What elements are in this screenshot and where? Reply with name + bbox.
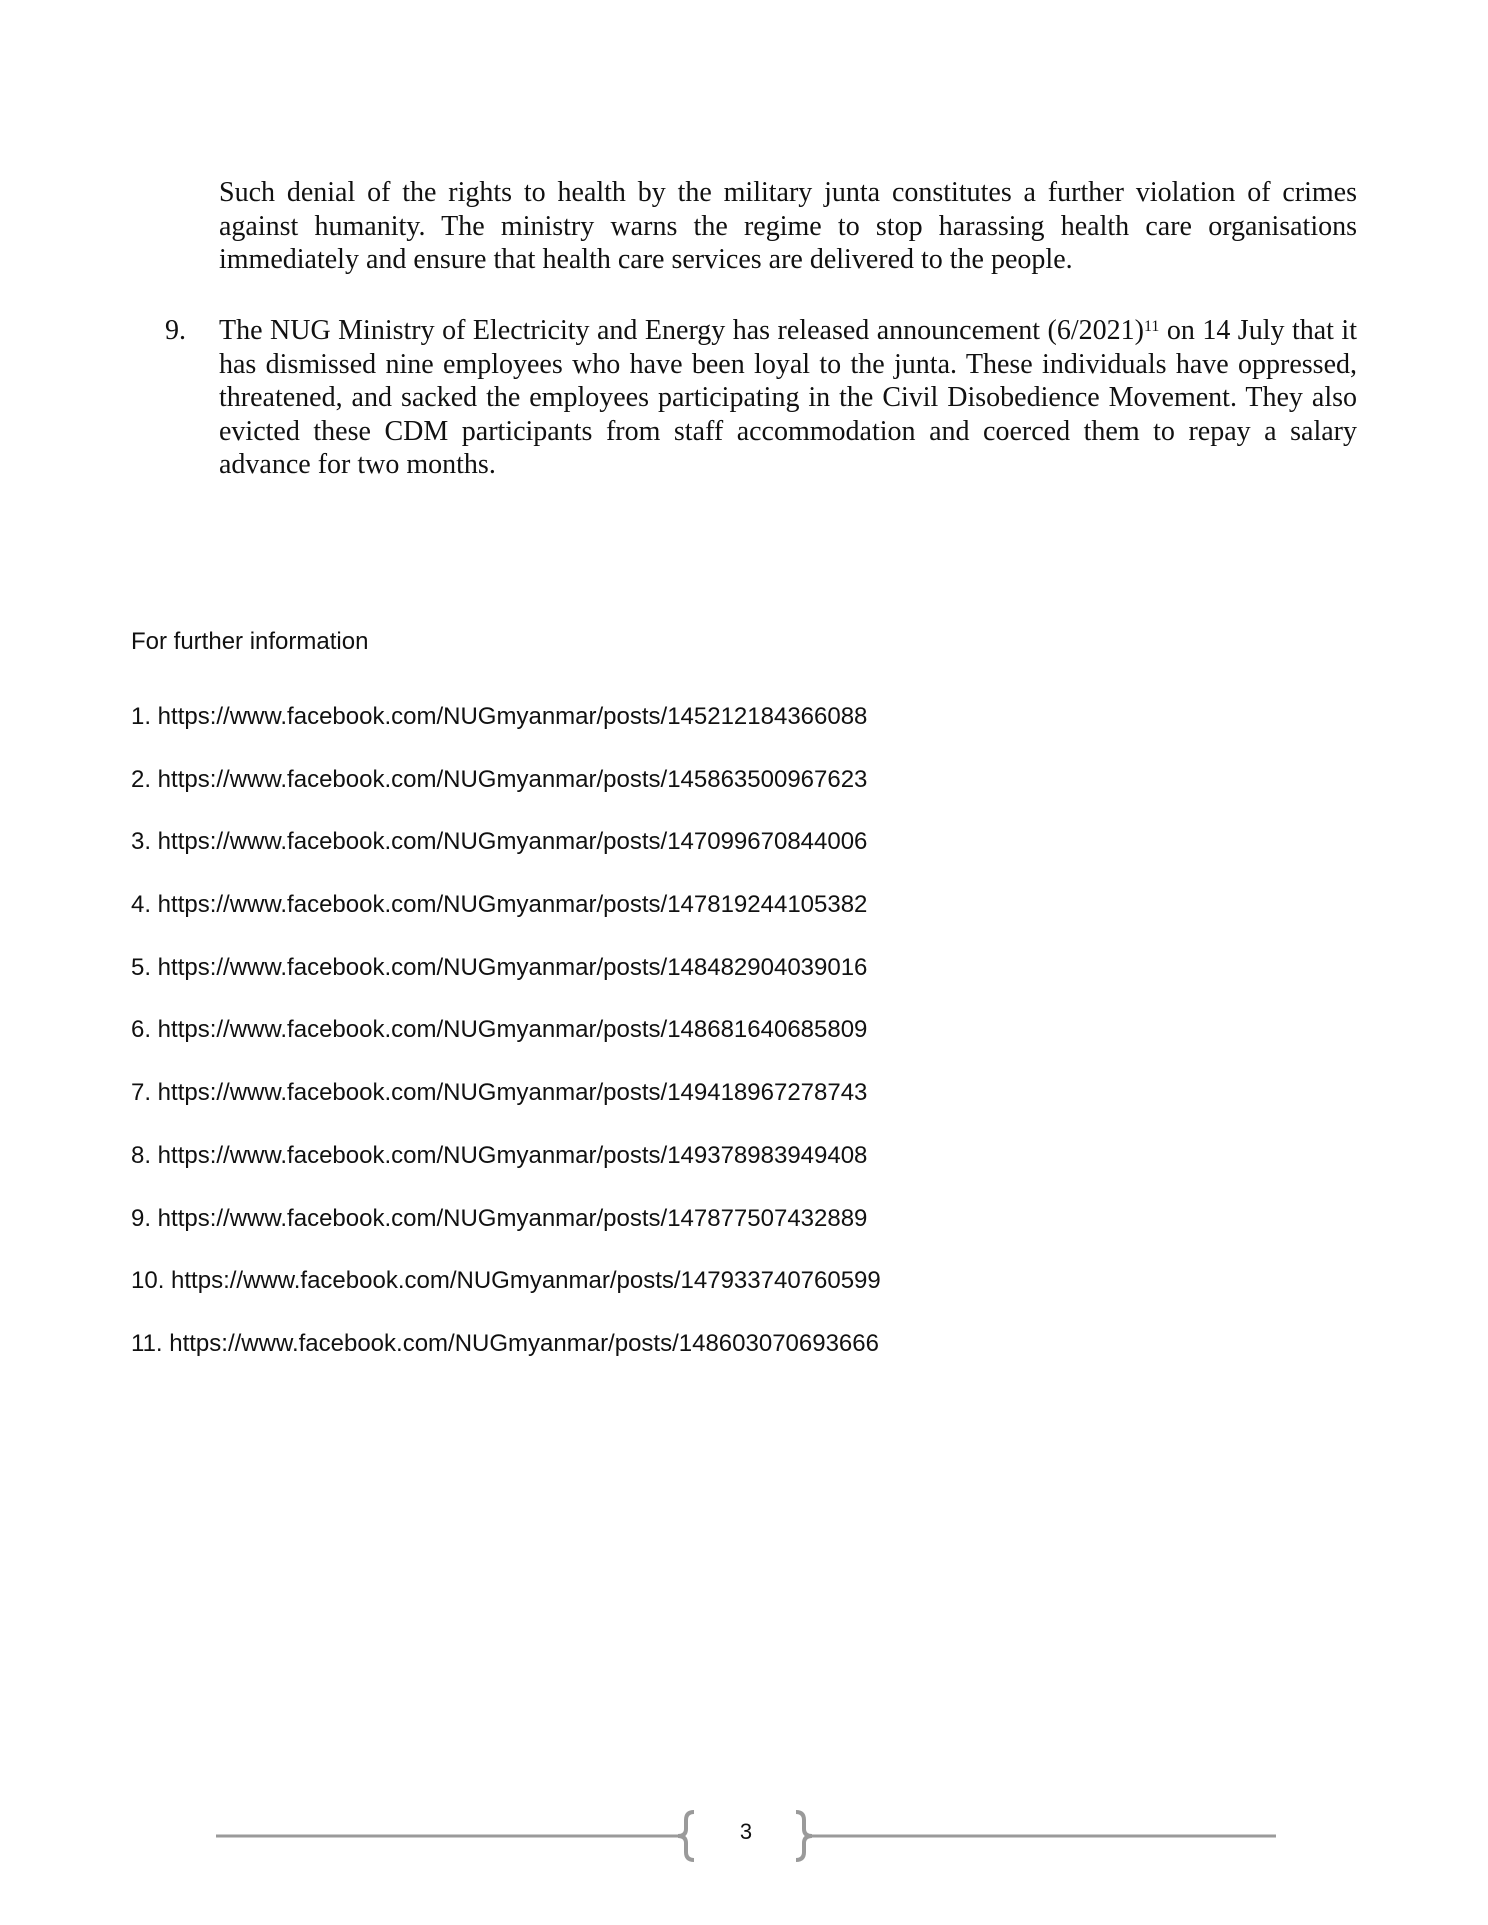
reference-link[interactable]: 3. https://www.facebook.com/NUGmyanmar/posts/147099670844006 — [131, 828, 868, 856]
reference-link[interactable]: 5. https://www.facebook.com/NUGmyanmar/posts/148482904039016 — [131, 953, 868, 981]
reference-link[interactable]: 1. https://www.facebook.com/NUGmyanmar/posts/145212184366088 — [131, 703, 868, 730]
reference-link[interactable]: 9. https://www.facebook.com/NUGmyanmar/posts/147877507432889 — [131, 1204, 868, 1232]
reference-link[interactable]: 11. https://www.facebook.com/NUGmyanmar/posts/148603070693666 — [131, 1329, 879, 1357]
continued-paragraph: Such denial of the rights to health by the military junta constitutes a further violation of crimes against humanity. The ministry warns the regime to stop harassing health care organisations immediately and ensure that health care services are delivered to the people. — [219, 177, 1357, 275]
page-footer — [216, 1806, 1276, 1866]
page-number: 3 — [739, 1819, 753, 1844]
item-text-start: The NUG Ministry of Electricity and Energy has released announcement (6/2021) — [219, 315, 1144, 346]
item-text — [219, 315, 1357, 480]
reference-link[interactable]: 6. https://www.facebook.com/NUGmyanmar/posts/148681640685809 — [131, 1016, 868, 1044]
footnote-reference[interactable]: 11 — [1143, 318, 1160, 335]
reference-link[interactable]: 8. https://www.facebook.com/NUGmyanmar/posts/149378983949408 — [131, 1141, 868, 1169]
reference-links-list — [131, 702, 881, 1392]
item-text-end: on 14 July that it has dismissed nine employees who have been loyal to the junta. These individuals have oppressed, threatened, and sacked the employees participating in the Civil Disobedience Movement. They also evicted these CDM participants from staff accommodation and coerced them to repay a salary advance for two months. — [219, 315, 1357, 480]
item-number: 9. — [165, 315, 186, 346]
references-heading: For further information — [131, 628, 369, 655]
reference-link[interactable]: 2. https://www.facebook.com/NUGmyanmar/posts/145863500967623 — [131, 765, 868, 793]
reference-link[interactable]: 7. https://www.facebook.com/NUGmyanmar/posts/149418967278743 — [131, 1079, 868, 1107]
reference-link[interactable]: 4. https://www.facebook.com/NUGmyanmar/posts/147819244105382 — [131, 891, 868, 919]
reference-link[interactable]: 10. https://www.facebook.com/NUGmyanmar/posts/147933740760599 — [131, 1267, 881, 1295]
numbered-item-9 — [165, 314, 1357, 482]
